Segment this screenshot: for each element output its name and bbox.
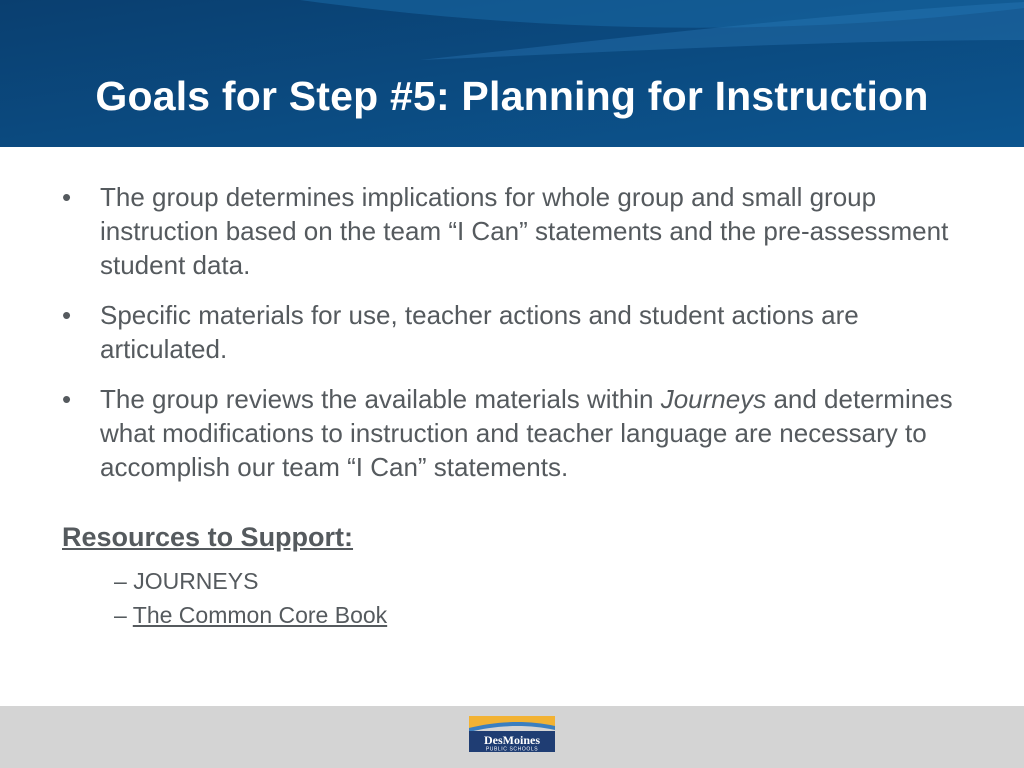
list-item (62, 180, 962, 282)
goal-bullet-list (62, 180, 962, 484)
bullet-text: The group determines implications for whole group and small group instruction based on the team “I Can” statements and the pre-assessment student data. (100, 182, 949, 280)
header-banner (0, 0, 1024, 147)
resources-list (114, 564, 962, 632)
resources-heading: Resources to Support: (62, 522, 354, 552)
page-title: Goals for Step #5: Planning for Instruction (95, 73, 929, 119)
resource-item-journeys (114, 564, 962, 598)
common-core-book-link[interactable]: The Common Core Book (132, 602, 388, 628)
bullet-marker: • (62, 300, 72, 330)
logo-line2: PUBLIC SCHOOLS (485, 746, 539, 753)
logo-line1: DesMoines (484, 733, 540, 747)
des-moines-public-schools-logo (467, 714, 557, 754)
resource-label: JOURNEYS (133, 568, 259, 594)
dash-marker: – (114, 602, 127, 628)
journeys-emphasis: Journeys (660, 384, 767, 414)
bullet-text: Specific materials for use, teacher actions and student actions are articulated. (100, 300, 859, 364)
bullet-marker: • (62, 182, 72, 212)
resource-item-common-core-book[interactable] (114, 598, 962, 632)
dash-marker: – (114, 568, 127, 594)
bullet-text-start: The group reviews the available materials within (100, 384, 661, 414)
slide-content (62, 180, 962, 632)
list-item (62, 382, 962, 484)
bullet-marker: • (62, 384, 72, 414)
bullet-text-end: and determines what modifications to instruction and teacher language are necessary to accomplish our team “I Can” statements. (100, 384, 953, 482)
list-item (62, 298, 962, 366)
